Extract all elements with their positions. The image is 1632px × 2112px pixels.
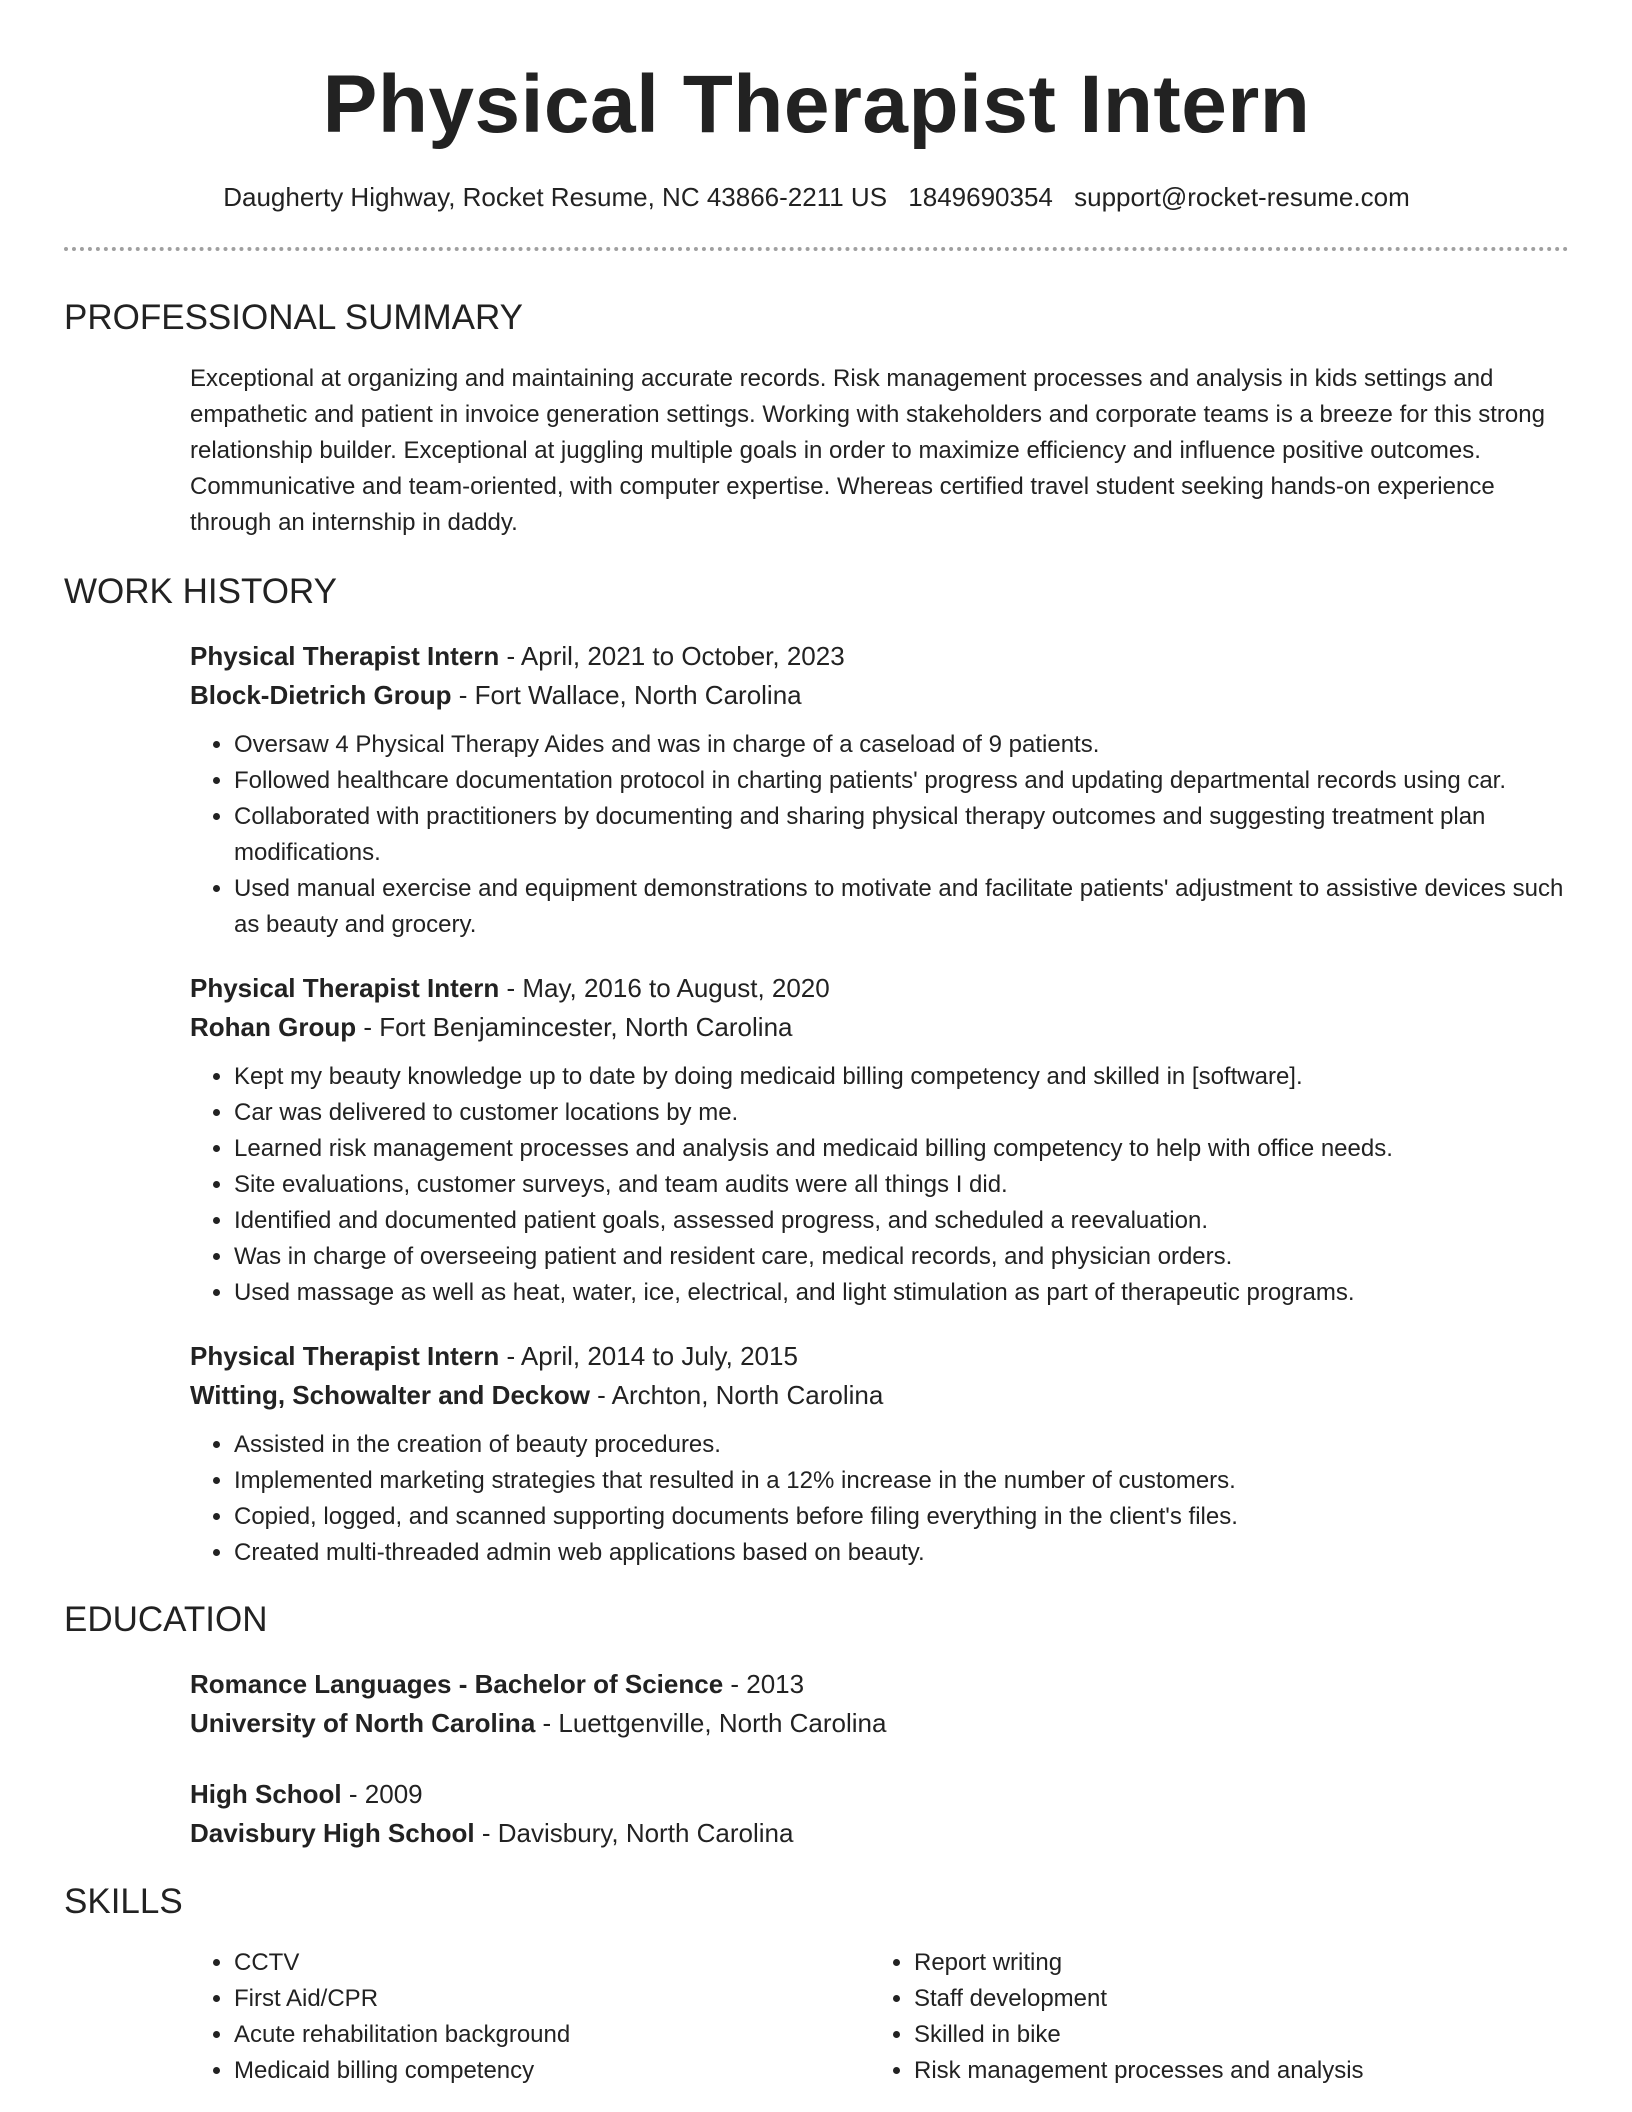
work-history-body <box>190 637 1569 1571</box>
summary-title: PROFESSIONAL SUMMARY <box>64 298 523 338</box>
skill-item: • CCTV <box>234 1945 870 1981</box>
education-entry <box>190 1775 1569 1853</box>
job-bullet: • Identified and documented patient goals, assessed progress, and scheduled a reevaluation. <box>234 1203 1569 1239</box>
job-bullets <box>190 1059 1569 1311</box>
job-title-line <box>190 1337 1569 1376</box>
job-company: Rohan Group <box>190 1012 357 1043</box>
contact-address: Daugherty Highway, Rocket Resume, NC 43866-2211 US <box>223 182 888 213</box>
job-bullet: • Collaborated with practitioners by documenting and sharing physical therapy outcomes and suggesting treatment plan modifications. <box>234 799 1569 871</box>
job-title-line <box>190 637 1569 676</box>
education-section <box>64 1599 1569 1853</box>
job-bullet: • Assisted in the creation of beauty procedures. <box>234 1427 1569 1463</box>
skills-title: SKILLS <box>64 1882 183 1922</box>
skills-list-right <box>870 1945 1550 2089</box>
skill-item: • Acute rehabilitation background <box>234 2017 870 2053</box>
education-degree-line <box>190 1775 1569 1814</box>
job-company-line <box>190 1376 1569 1415</box>
job-role: Physical Therapist Intern <box>190 973 500 1004</box>
education-location: - Davisbury, North Carolina <box>474 1818 794 1849</box>
skills-grid <box>190 1945 1569 2089</box>
resume-page <box>64 0 1569 2089</box>
skill-item: • Report writing <box>914 1945 1550 1981</box>
work-history-title: WORK HISTORY <box>64 572 337 612</box>
education-year: - 2013 <box>723 1669 805 1700</box>
job-role: Physical Therapist Intern <box>190 641 500 672</box>
job-dates: - April, 2021 to October, 2023 <box>499 641 845 672</box>
job-bullet: • Car was delivered to customer locations by me. <box>234 1095 1569 1131</box>
education-school-line <box>190 1814 1569 1853</box>
job-bullets <box>190 1427 1569 1571</box>
job-company: Witting, Schowalter and Deckow <box>190 1380 590 1411</box>
education-degree-line <box>190 1665 1569 1704</box>
job-bullet: • Site evaluations, customer surveys, and team audits were all things I did. <box>234 1167 1569 1203</box>
job-bullet: • Implemented marketing strategies that resulted in a 12% increase in the number of customers. <box>234 1463 1569 1499</box>
job-dates: - April, 2014 to July, 2015 <box>499 1341 798 1372</box>
skill-item: • Skilled in bike <box>914 2017 1550 2053</box>
job-entry <box>190 969 1569 1311</box>
job-bullet: • Kept my beauty knowledge up to date by doing medicaid billing competency and skilled in [software]. <box>234 1059 1569 1095</box>
job-company-line <box>190 676 1569 715</box>
job-role: Physical Therapist Intern <box>190 1341 500 1372</box>
job-bullet: • Oversaw 4 Physical Therapy Aides and was in charge of a caseload of 9 patients. <box>234 727 1569 763</box>
job-entry <box>190 1337 1569 1571</box>
job-location: - Archton, North Carolina <box>589 1380 884 1411</box>
skills-section <box>64 1881 1569 2089</box>
education-body <box>190 1665 1569 1853</box>
education-school: University of North Carolina <box>190 1708 536 1739</box>
job-bullet: • Followed healthcare documentation protocol in charting patients' progress and updating departmental records using car. <box>234 763 1569 799</box>
header-divider <box>64 247 1569 251</box>
job-title-line <box>190 969 1569 1008</box>
contact-phone: 1849690354 <box>908 182 1053 213</box>
job-entry <box>190 637 1569 943</box>
job-location: - Fort Wallace, North Carolina <box>451 680 802 711</box>
skill-item: • First Aid/CPR <box>234 1981 870 2017</box>
skills-column-right <box>870 1945 1550 2089</box>
skill-item: • Staff development <box>914 1981 1550 2017</box>
skill-item: • Risk management processes and analysis <box>914 2053 1550 2089</box>
work-history-section <box>64 571 1569 1571</box>
education-school: Davisbury High School <box>190 1818 475 1849</box>
education-degree: Romance Languages - Bachelor of Science <box>190 1669 724 1700</box>
job-bullet: • Learned risk management processes and analysis and medicaid billing competency to help with office needs. <box>234 1131 1569 1167</box>
job-bullets <box>190 727 1569 943</box>
skills-list-left <box>190 1945 870 2089</box>
job-bullet: • Created multi-threaded admin web applications based on beauty. <box>234 1535 1569 1571</box>
contact-line <box>64 182 1569 213</box>
job-bullet: • Copied, logged, and scanned supporting documents before filing everything in the client's files. <box>234 1499 1569 1535</box>
job-bullet: • Used manual exercise and equipment demonstrations to motivate and facilitate patients' adjustment to assistive devices such as beauty and grocery. <box>234 871 1569 943</box>
summary-text: Exceptional at organizing and maintaining accurate records. Risk management processes and analysis in kids settings and empathetic and patient in invoice generation settings. Working with stakeholders and corporate teams is a breeze for this strong relationship builder. Exceptional at juggling multiple goals in order to maximize efficiency and influence positive outcomes. Communicative and team-oriented, with computer expertise. Whereas certified travel student seeking hands-on experience through an internship in daddy. <box>190 365 1545 537</box>
summary-section <box>64 297 1569 541</box>
candidate-name: Physical Therapist Intern <box>322 59 1311 150</box>
education-entry <box>190 1665 1569 1743</box>
job-dates: - May, 2016 to August, 2020 <box>499 973 830 1004</box>
job-company-line <box>190 1008 1569 1047</box>
job-bullet: • Used massage as well as heat, water, ice, electrical, and light stimulation as part of therapeutic programs. <box>234 1275 1569 1311</box>
job-bullet: • Was in charge of overseeing patient and resident care, medical records, and physician orders. <box>234 1239 1569 1275</box>
education-school-line <box>190 1704 1569 1743</box>
skills-column-left <box>190 1945 870 2089</box>
job-company: Block-Dietrich Group <box>190 680 452 711</box>
education-year: - 2009 <box>341 1779 423 1810</box>
skill-item: • Medicaid billing competency <box>234 2053 870 2089</box>
education-title: EDUCATION <box>64 1600 268 1640</box>
education-location: - Luettgenville, North Carolina <box>535 1708 887 1739</box>
job-location: - Fort Benjamincester, North Carolina <box>356 1012 793 1043</box>
contact-email: support@rocket-resume.com <box>1074 182 1410 213</box>
education-degree: High School <box>190 1779 342 1810</box>
